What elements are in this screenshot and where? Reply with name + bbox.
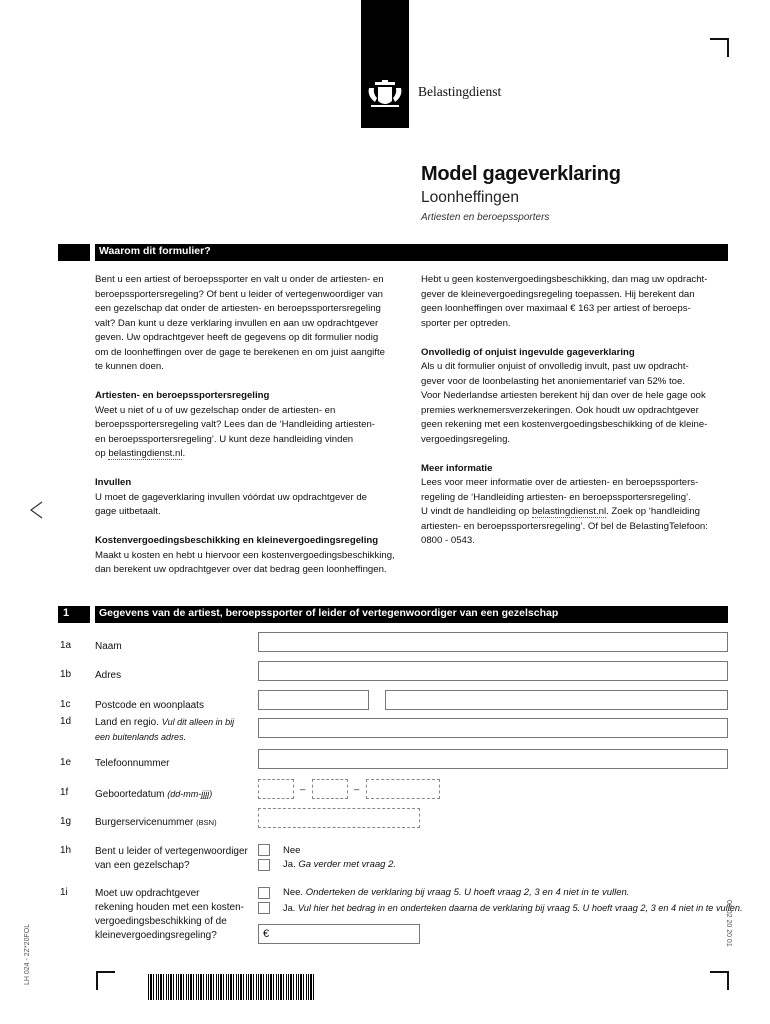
chevron-left-icon: [28, 500, 44, 526]
section-number: 1: [63, 607, 70, 619]
row-number: 1e: [60, 757, 72, 768]
org-name: Belastingdienst: [418, 84, 502, 99]
bar-divider: [90, 244, 95, 261]
birth-month-field[interactable]: [312, 779, 348, 799]
intro-paragraph: Maakt u kosten en hebt u hiervoor een kostenvergoedingsbeschikking, dan berekent uw opdrachtgever over dat bedrag geen loonheffingen.: [95, 549, 395, 575]
row-number: 1i: [60, 887, 68, 898]
row-number: 1a: [60, 640, 72, 651]
field-label-bsn: Burgerservicenummer (BSN): [95, 817, 217, 828]
date-separator: –: [354, 784, 360, 795]
section-title: Gegevens van de artiest, beroepssporter of leider of vertegenwoordiger van een gezelschap: [99, 607, 559, 619]
adres-field[interactable]: [258, 661, 728, 681]
crop-mark-bottom-right: [710, 971, 729, 990]
intro-paragraph: U moet de gageverklaring invullen vóórdat uw opdrachtgever de gage uitbetaalt.: [95, 491, 367, 517]
intro-paragraph: Bent u een artiest of beroepssporter en valt u onder de artiesten- en beroepssportersregeling? Of bent u leider of vertegenwoordiger van een gezelschap dat onder de artiesten- en beroepssportersregeling valt? Dan kunt u deze verklaring invullen en aan uw opdrachtgever geven. Uw opdrachtgever heeft de gegevens op dit formulier nodig om de loonheffingen over de gage te berekenen en om juist aangifte te kunnen doen.: [95, 274, 385, 372]
option-label: Nee. Onderteken de verklaring bij vraag 5. U hoeft vraag 2, 3 en 4 niet in te vullen.: [283, 887, 630, 898]
field-label-postcode: Postcode en woonplaats: [95, 700, 204, 711]
subheading: Meer informatie: [421, 462, 493, 474]
checkbox-nee[interactable]: [258, 844, 270, 856]
form-code: LH 024 - 2Z*20FOL: [24, 923, 31, 985]
option-label: Nee: [283, 845, 301, 856]
field-label-naam: Naam: [95, 641, 122, 652]
coat-of-arms-icon: [361, 0, 409, 128]
section-title: Waarom dit formulier?: [99, 245, 211, 257]
section-bar-intro: [58, 244, 728, 261]
row-number: 1d: [60, 716, 72, 727]
page-title: Model gageverklaring: [421, 163, 621, 185]
intro-paragraph: Lees voor meer informatie over de artiesten- en beroepssporters- regeling de ‘Handleiding artiesten- en beroepssportersregeling’. U vindt de handleiding op belastingdienst.nl. Zoek op ‘handleiding artiesten- en beroepssportersregeling’. Of bel de BelastingTelefoon: 0800 - 0543.: [421, 477, 708, 546]
option-label: Ja. Ga verder met vraag 2.: [283, 859, 397, 870]
field-label-land: Land en regio. Vul dit alleen in bij een buitenlands adres.: [95, 717, 235, 742]
field-label-adres: Adres: [95, 670, 122, 681]
website-link[interactable]: belastingdienst.nl: [531, 506, 607, 517]
barcode: [148, 974, 314, 1000]
bar-divider: [90, 606, 95, 623]
row-number: 1b: [60, 669, 72, 680]
woonplaats-field[interactable]: [385, 690, 728, 710]
intro-right-column: [421, 273, 731, 549]
subheading: Invullen: [95, 477, 132, 488]
subheading: Onvolledig of onjuist ingevulde gageverklaring: [421, 346, 635, 358]
birth-day-field[interactable]: [258, 779, 294, 799]
euro-icon: €: [263, 928, 270, 940]
logo-block: [361, 0, 409, 128]
amount-field[interactable]: [258, 924, 420, 944]
checkbox-ja[interactable]: [258, 859, 270, 871]
question-label-gezelschap: Bent u leider of vertegenwoordiger van een gezelschap?: [95, 846, 248, 871]
checkbox-ja[interactable]: [258, 902, 270, 914]
crop-mark-top-right: [710, 38, 729, 57]
subheading: Artiesten- en beroepssportersregeling: [95, 390, 270, 401]
field-label-telefoon: Telefoonnummer: [95, 758, 170, 769]
option-label: Ja. Vul hier het bedrag in en onderteken daarna de verklaring bij vraag 5. U hoeft vraag 2, 3 en 4 niet in te vullen.: [283, 903, 743, 913]
date-separator: –: [300, 784, 306, 795]
row-number: 1c: [60, 699, 71, 710]
checkbox-nee[interactable]: [258, 887, 270, 899]
birth-year-field[interactable]: [366, 779, 440, 799]
row-number: 1g: [60, 816, 72, 827]
postcode-field[interactable]: [258, 690, 369, 710]
land-field[interactable]: [258, 718, 728, 738]
question-label-kosten: Moet uw opdrachtgever rekening houden met een kosten- vergoedingsbeschikking of de kleinevergoedingsregeling?: [95, 888, 244, 941]
form-number: 06 02 20 20 01: [725, 900, 732, 947]
naam-field[interactable]: [258, 632, 728, 652]
telefoon-field[interactable]: [258, 749, 728, 769]
intro-paragraph: Hebt u geen kostenvergoedingsbeschikking, dan mag uw opdracht- gever de kleinevergoedingsregeling toepassen. Hij berekent dan geen loonheffingen over maximaal € 163 per artiest of beroeps- sporter per optreden.: [421, 274, 708, 329]
bsn-field[interactable]: [258, 808, 420, 828]
field-label-geboortedatum: Geboortedatum (dd-mm-jjjj): [95, 789, 213, 800]
intro-paragraph: Weet u niet of u of uw gezelschap onder de artiesten- en beroepssportersregeling valt? Lees dan de ‘Handleiding artiesten- en beroepssportersregeling’. U kunt deze handleiding vinden op belastingdienst.nl.: [95, 404, 375, 459]
crop-mark-bottom-left: [96, 971, 115, 990]
intro-left-column: [95, 273, 405, 578]
page-tagline: Artiesten en beroepssporters: [421, 212, 550, 223]
subheading: Kostenvergoedingsbeschikking en kleinevergoedingsregeling: [95, 535, 379, 546]
website-link[interactable]: belastingdienst.nl: [108, 448, 183, 459]
section-bar-1: [58, 606, 728, 623]
intro-paragraph: Als u dit formulier onjuist of onvolledig invult, past uw opdracht- gever voor de loonbelasting het anoniementarief van 52% toe. Voor Nederlandse artiesten berekent hij dan over de hele gage ook premies werknemersverzekeringen. Ook houdt uw opdrachtgever geen rekening met een kostenvergoedingsbeschikking of de kleine- vergoedingsregeling.: [421, 361, 708, 445]
row-number: 1f: [60, 787, 69, 798]
page-subtitle: Loonheffingen: [421, 189, 519, 206]
row-number: 1h: [60, 845, 72, 856]
